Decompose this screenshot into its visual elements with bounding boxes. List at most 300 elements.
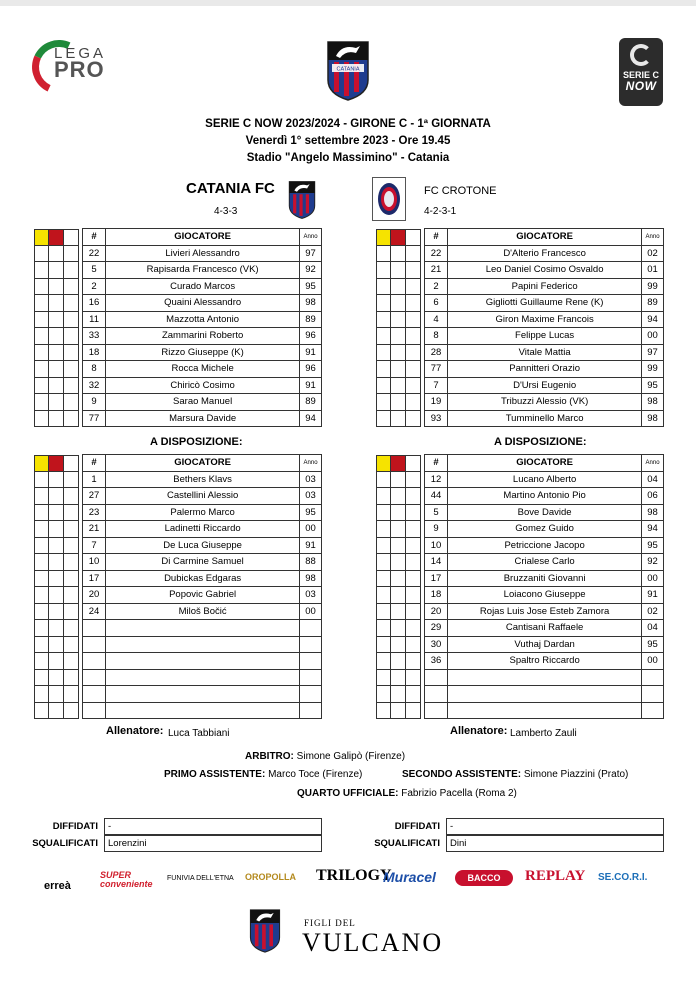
player-name: Giron Maxime Francois: [448, 311, 642, 328]
table-row: [425, 344, 664, 361]
player-num: 18: [83, 344, 106, 361]
serie-c-now-label: NOW: [625, 79, 657, 93]
red-card-icon: [49, 229, 64, 246]
table-row: [83, 554, 322, 571]
yellow-card-cell: [34, 488, 49, 505]
yellow-card-cell: [376, 312, 391, 329]
away-diffidati-value: -: [446, 818, 664, 835]
player-year: 02: [642, 603, 664, 620]
player-name: Papini Federico: [448, 278, 642, 295]
table-header-row: [425, 455, 664, 472]
away-starters-table: [424, 228, 664, 427]
red-card-cell: [391, 521, 406, 538]
player-name: Ladinetti Riccardo: [106, 521, 300, 538]
yellow-card-cell: [34, 361, 49, 378]
yellow-card-cell: [376, 246, 391, 263]
second-assistant: SECONDO ASSISTENTE: Simone Piazzini (Prato): [402, 769, 629, 780]
red-card-cell: [391, 604, 406, 621]
yellow-card-cell: [34, 637, 49, 654]
player-year: 99: [642, 278, 664, 295]
table-row: [83, 570, 322, 587]
yellow-card-icon: [34, 229, 49, 246]
player-num: 19: [425, 394, 448, 411]
player-year: 01: [642, 262, 664, 279]
away-squalificati-value: Dini: [446, 835, 664, 852]
player-name: [106, 686, 300, 703]
card-cell: [64, 345, 79, 362]
player-num: 7: [83, 537, 106, 554]
card-cell: [64, 279, 79, 296]
table-row: [83, 587, 322, 604]
table-row: [83, 311, 322, 328]
player-name: Petriccione Jacopo: [448, 537, 642, 554]
red-card-cell: [49, 262, 64, 279]
red-card-icon: [49, 455, 64, 472]
red-card-cell: [49, 246, 64, 263]
table-row: [83, 410, 322, 427]
player-num: 32: [83, 377, 106, 394]
lega-top-text: LEGA: [54, 45, 107, 62]
player-year: 98: [642, 394, 664, 411]
card-cell: [64, 246, 79, 263]
lega-bottom-text: PRO: [54, 57, 105, 82]
table-row: [83, 702, 322, 719]
player-year: [642, 686, 664, 703]
player-year: [300, 669, 322, 686]
player-num: [425, 702, 448, 719]
table-row: [83, 394, 322, 411]
away-diffidati-label: DIFFIDATI: [394, 821, 440, 832]
red-card-cell: [391, 279, 406, 296]
lega-pro-logo: [32, 38, 106, 104]
top-bar: [0, 0, 696, 6]
red-card-cell: [391, 637, 406, 654]
home-squalificati-label: SQUALIFICATI: [32, 838, 98, 849]
card-cell: [406, 378, 421, 395]
yellow-card-cell: [376, 394, 391, 411]
player-year: 89: [642, 295, 664, 312]
player-num: 22: [425, 245, 448, 262]
card-cell: [406, 345, 421, 362]
card-cell: [406, 571, 421, 588]
table-header-row: [425, 229, 664, 246]
away-coach-name: Lamberto Zauli: [510, 728, 577, 739]
table-row: [425, 245, 664, 262]
player-num: 12: [425, 471, 448, 488]
card-cell: [64, 703, 79, 720]
card-cell: [64, 488, 79, 505]
player-name: Quaini Alessandro: [106, 295, 300, 312]
player-num: 14: [425, 554, 448, 571]
red-card-cell: [49, 538, 64, 555]
match-stadium: Stadio "Angelo Massimino" - Catania: [246, 152, 450, 164]
red-card-cell: [391, 472, 406, 489]
card-cell: [64, 620, 79, 637]
table-row: [425, 328, 664, 345]
referee: ARBITRO: Simone Galipò (Firenze): [245, 751, 406, 762]
player-name: Dubickas Edgaras: [106, 570, 300, 587]
player-num: 29: [425, 620, 448, 637]
red-card-cell: [391, 620, 406, 637]
player-year: [300, 702, 322, 719]
player-name: Leo Daniel Cosimo Osvaldo: [448, 262, 642, 279]
yellow-card-cell: [34, 670, 49, 687]
player-name: De Luca Giuseppe: [106, 537, 300, 554]
column-header-num: #: [425, 229, 448, 246]
away-team-name: FC CROTONE: [424, 185, 497, 197]
table-row: [425, 377, 664, 394]
player-year: 00: [300, 603, 322, 620]
player-year: [300, 686, 322, 703]
table-row: [83, 245, 322, 262]
player-name: Marsura Davide: [106, 410, 300, 427]
yellow-card-cell: [34, 328, 49, 345]
red-card-cell: [49, 505, 64, 522]
yellow-card-cell: [376, 279, 391, 296]
player-year: 98: [642, 410, 664, 427]
player-year: 89: [300, 394, 322, 411]
card-cell: [64, 637, 79, 654]
player-name: Rocca Michele: [106, 361, 300, 378]
player-num: 8: [425, 328, 448, 345]
away-formation: 4-2-3-1: [424, 206, 457, 217]
sponsor-trilogy: TRILOGY: [316, 867, 392, 884]
card-cell: [64, 411, 79, 428]
player-name: Bove Davide: [448, 504, 642, 521]
red-card-cell: [49, 328, 64, 345]
sponsor-bacco: BACCO: [455, 870, 513, 886]
yellow-card-cell: [34, 571, 49, 588]
player-name: Lucano Alberto: [448, 471, 642, 488]
player-year: 98: [300, 570, 322, 587]
player-name: Martino Antonio Pio: [448, 488, 642, 505]
player-num: [83, 686, 106, 703]
player-num: 18: [425, 587, 448, 604]
away-crest-frame: [372, 177, 406, 221]
player-name: Castellini Alessio: [106, 488, 300, 505]
player-year: 98: [300, 295, 322, 312]
red-card-cell: [49, 345, 64, 362]
player-year: 03: [300, 587, 322, 604]
red-card-cell: [49, 620, 64, 637]
card-cell: [406, 394, 421, 411]
card-cell: [406, 604, 421, 621]
red-card-cell: [391, 394, 406, 411]
sponsor-errea: erreà: [44, 880, 71, 892]
red-card-cell: [49, 571, 64, 588]
player-name: Mazzotta Antonio: [106, 311, 300, 328]
red-card-cell: [391, 361, 406, 378]
card-cell: [406, 455, 421, 472]
red-card-cell: [391, 571, 406, 588]
yellow-card-cell: [376, 637, 391, 654]
player-name: [106, 620, 300, 637]
player-num: 11: [83, 311, 106, 328]
table-row: [83, 653, 322, 670]
away-coach-label: Allenatore:: [450, 725, 508, 737]
player-num: 17: [83, 570, 106, 587]
home-starters-cards: [34, 229, 79, 427]
card-cell: [406, 505, 421, 522]
card-cell: [406, 328, 421, 345]
card-cell: [406, 587, 421, 604]
player-num: 23: [83, 504, 106, 521]
card-cell: [406, 229, 421, 246]
player-year: 06: [642, 488, 664, 505]
table-row: [425, 702, 664, 719]
red-card-icon: [391, 229, 406, 246]
home-diffidati-value: -: [104, 818, 322, 835]
player-num: 10: [83, 554, 106, 571]
table-row: [425, 394, 664, 411]
red-card-cell: [391, 246, 406, 263]
red-card-cell: [391, 345, 406, 362]
sponsor-super-conveniente: SUPER conveniente: [100, 870, 153, 889]
away-starters-cards: [376, 229, 421, 427]
table-row: [425, 554, 664, 571]
table-row: [83, 471, 322, 488]
yellow-card-cell: [376, 604, 391, 621]
player-num: 2: [425, 278, 448, 295]
table-header-row: [83, 229, 322, 246]
away-bench-title: A DISPOSIZIONE:: [494, 436, 587, 448]
yellow-card-cell: [376, 554, 391, 571]
red-card-cell: [391, 295, 406, 312]
player-num: 7: [425, 377, 448, 394]
red-card-cell: [49, 472, 64, 489]
yellow-card-cell: [376, 653, 391, 670]
column-header-name: GIOCATORE: [448, 455, 642, 472]
player-num: 9: [83, 394, 106, 411]
table-row: [83, 361, 322, 378]
table-row: [425, 603, 664, 620]
yellow-card-cell: [376, 411, 391, 428]
player-year: 94: [642, 521, 664, 538]
player-year: 91: [300, 344, 322, 361]
home-team-name: CATANIA FC: [186, 180, 275, 197]
card-cell: [406, 670, 421, 687]
card-cell: [406, 361, 421, 378]
player-name: Tribuzzi Alessio (VK): [448, 394, 642, 411]
player-num: 93: [425, 410, 448, 427]
yellow-card-cell: [34, 312, 49, 329]
player-num: 22: [83, 245, 106, 262]
player-num: 44: [425, 488, 448, 505]
player-name: Cantisani Raffaele: [448, 620, 642, 637]
table-row: [425, 669, 664, 686]
table-row: [83, 377, 322, 394]
player-name: D'Ursi Eugenio: [448, 377, 642, 394]
home-coach-name: Luca Tabbiani: [168, 728, 230, 739]
card-cell: [406, 295, 421, 312]
player-year: 88: [300, 554, 322, 571]
card-cell: [406, 488, 421, 505]
first-assistant: PRIMO ASSISTENTE: Marco Toce (Firenze): [164, 769, 363, 780]
red-card-cell: [391, 670, 406, 687]
card-cell: [406, 521, 421, 538]
red-card-cell: [49, 411, 64, 428]
player-year: [300, 636, 322, 653]
table-row: [83, 295, 322, 312]
home-bench-table: [82, 454, 322, 719]
player-year: 92: [300, 262, 322, 279]
card-cell: [406, 472, 421, 489]
footer-crest-icon: [249, 908, 281, 954]
red-card-cell: [391, 411, 406, 428]
player-name: [448, 702, 642, 719]
red-card-cell: [49, 686, 64, 703]
player-num: 77: [425, 361, 448, 378]
red-card-cell: [391, 488, 406, 505]
player-num: 5: [83, 262, 106, 279]
table-row: [425, 471, 664, 488]
yellow-card-cell: [376, 571, 391, 588]
player-year: [642, 702, 664, 719]
player-name: Livieri Alessandro: [106, 245, 300, 262]
player-year: [300, 653, 322, 670]
column-header-name: GIOCATORE: [106, 229, 300, 246]
player-name: Bethers Klavs: [106, 471, 300, 488]
player-year: 00: [642, 328, 664, 345]
yellow-card-cell: [34, 279, 49, 296]
home-bench-title: A DISPOSIZIONE:: [150, 436, 243, 448]
serie-c-now-logo: [619, 38, 663, 106]
card-cell: [406, 538, 421, 555]
player-name: Spaltro Riccardo: [448, 653, 642, 670]
player-year: 95: [642, 377, 664, 394]
footer-figli-text: FIGLI DEL: [304, 918, 356, 928]
player-name: Vitale Mattia: [448, 344, 642, 361]
player-year: 97: [642, 344, 664, 361]
table-row: [83, 344, 322, 361]
home-diffidati-label: DIFFIDATI: [52, 821, 98, 832]
player-num: 2: [83, 278, 106, 295]
card-cell: [406, 411, 421, 428]
red-card-cell: [391, 686, 406, 703]
player-num: 6: [425, 295, 448, 312]
yellow-card-cell: [34, 411, 49, 428]
player-num: [83, 669, 106, 686]
player-name: Sarao Manuel: [106, 394, 300, 411]
player-name: Gomez Guido: [448, 521, 642, 538]
table-header-row: [83, 455, 322, 472]
card-cell: [406, 637, 421, 654]
player-year: 91: [300, 537, 322, 554]
player-year: 95: [300, 278, 322, 295]
player-name: Loiacono Giuseppe: [448, 587, 642, 604]
table-row: [425, 361, 664, 378]
yellow-card-cell: [376, 587, 391, 604]
player-year: 03: [300, 471, 322, 488]
player-year: 04: [642, 620, 664, 637]
card-cell: [64, 229, 79, 246]
player-num: [425, 686, 448, 703]
yellow-card-cell: [376, 472, 391, 489]
table-row: [425, 410, 664, 427]
card-cell: [64, 653, 79, 670]
player-name: [448, 686, 642, 703]
table-row: [425, 488, 664, 505]
table-row: [425, 521, 664, 538]
player-year: [300, 620, 322, 637]
home-bench-cards: [34, 455, 79, 719]
yellow-card-cell: [376, 295, 391, 312]
player-num: 36: [425, 653, 448, 670]
red-card-cell: [49, 295, 64, 312]
player-year: 94: [300, 410, 322, 427]
red-card-cell: [49, 378, 64, 395]
svg-text:CATANIA: CATANIA: [336, 66, 360, 73]
card-cell: [64, 538, 79, 555]
card-cell: [406, 262, 421, 279]
yellow-card-cell: [376, 686, 391, 703]
player-name: Di Carmine Samuel: [106, 554, 300, 571]
red-card-cell: [49, 279, 64, 296]
card-cell: [64, 455, 79, 472]
yellow-card-cell: [376, 670, 391, 687]
player-num: 20: [83, 587, 106, 604]
player-name: Tumminello Marco: [448, 410, 642, 427]
player-num: [83, 620, 106, 637]
table-row: [425, 537, 664, 554]
card-cell: [64, 472, 79, 489]
player-year: 95: [642, 636, 664, 653]
player-year: 03: [300, 488, 322, 505]
card-cell: [64, 521, 79, 538]
home-squalificati-value: Lorenzini: [104, 835, 322, 852]
player-year: 02: [642, 245, 664, 262]
card-cell: [64, 587, 79, 604]
card-cell: [406, 653, 421, 670]
player-name: Miloš Bočić: [106, 603, 300, 620]
red-card-cell: [49, 488, 64, 505]
card-cell: [64, 394, 79, 411]
player-name: Gigliotti Guillaume Rene (K): [448, 295, 642, 312]
card-cell: [64, 328, 79, 345]
yellow-card-icon: [376, 455, 391, 472]
player-name: Rojas Luis Jose Esteb Zamora: [448, 603, 642, 620]
table-row: [425, 686, 664, 703]
red-card-cell: [391, 653, 406, 670]
red-card-cell: [49, 554, 64, 571]
player-num: [425, 669, 448, 686]
player-name: [106, 636, 300, 653]
red-card-cell: [49, 653, 64, 670]
player-name: Curado Marcos: [106, 278, 300, 295]
card-cell: [64, 295, 79, 312]
yellow-card-cell: [34, 686, 49, 703]
card-cell: [64, 378, 79, 395]
player-num: 33: [83, 328, 106, 345]
card-cell: [406, 279, 421, 296]
table-row: [83, 669, 322, 686]
player-num: 16: [83, 295, 106, 312]
column-header-year: Anno: [300, 455, 322, 472]
yellow-card-icon: [34, 455, 49, 472]
serie-c-ring-icon: [630, 44, 652, 66]
sponsor-oropolla: OROPOLLA: [245, 872, 296, 882]
player-name: [106, 653, 300, 670]
red-card-cell: [391, 587, 406, 604]
table-row: [83, 521, 322, 538]
player-year: 00: [300, 521, 322, 538]
home-formation: 4-3-3: [214, 206, 238, 217]
yellow-card-cell: [34, 262, 49, 279]
sponsor-funivia: FUNIVIA DELL'ETNA: [167, 875, 234, 882]
yellow-card-cell: [34, 345, 49, 362]
yellow-card-cell: [34, 653, 49, 670]
yellow-card-cell: [376, 328, 391, 345]
